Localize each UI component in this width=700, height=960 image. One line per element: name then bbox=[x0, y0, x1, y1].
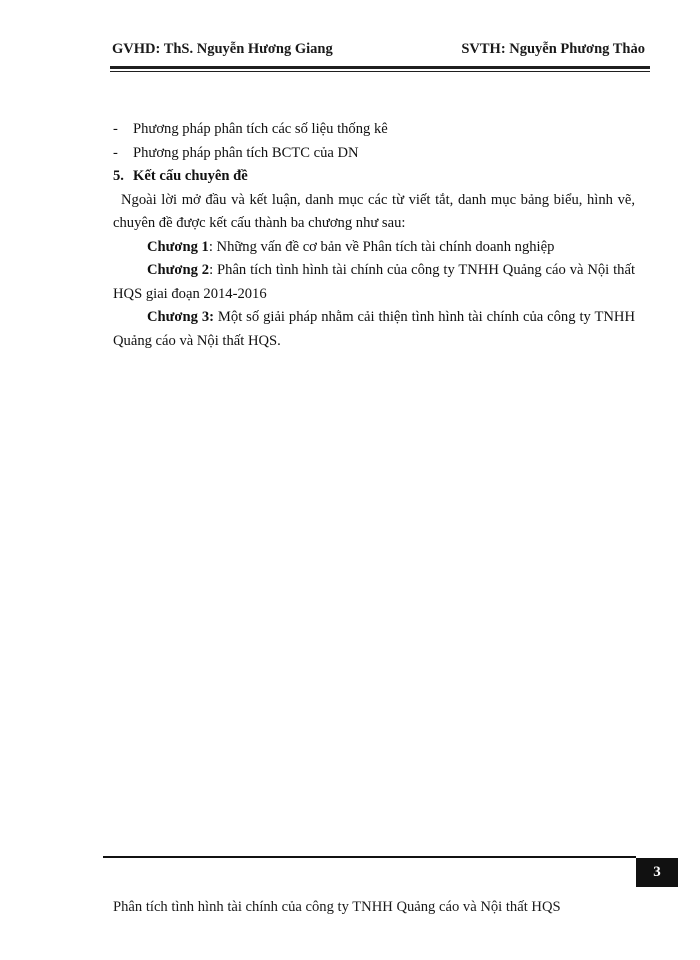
header-rule bbox=[110, 66, 650, 69]
section-heading bbox=[113, 165, 635, 189]
header-advisor: GVHD: ThS. Nguyễn Hương Giang bbox=[112, 41, 333, 57]
chapter-label: Chương 2 bbox=[147, 262, 210, 278]
document-body bbox=[113, 118, 635, 353]
footer-rule bbox=[103, 856, 636, 858]
list-item-text: Phương pháp phân tích BCTC của DN bbox=[133, 144, 359, 161]
bullet-dash: - bbox=[113, 121, 118, 137]
list-item bbox=[113, 142, 635, 166]
page-header bbox=[112, 41, 645, 58]
page-number: 3 bbox=[636, 858, 678, 887]
chapter-text: : Những vấn đề cơ bản về Phân tích tài chính doanh nghiệp bbox=[208, 238, 555, 255]
chapter-label: Chương 1 bbox=[147, 238, 209, 255]
header-rule-thin bbox=[110, 71, 650, 72]
chapter-paragraph bbox=[113, 236, 635, 260]
chapter-text: : Phân tích tình hình tài chính của công ty TNHH Quảng cáo và Nội thất HQS giai đoạn 2014-2016 bbox=[113, 262, 635, 302]
chapter-label: Chương 3: bbox=[147, 309, 214, 325]
chapter-text: Một số giải pháp nhằm cải thiện tình hình tài chính của công ty TNHH Quảng cáo và Nội thất HQS. bbox=[113, 309, 635, 349]
section-number: 5. bbox=[113, 168, 124, 184]
chapter-paragraph bbox=[113, 306, 635, 353]
bullet-dash: - bbox=[113, 144, 118, 161]
header-student: SVTH: Nguyễn Phương Thảo bbox=[461, 41, 645, 57]
intro-paragraph: Ngoài lời mở đầu và kết luận, danh mục các từ viết tắt, danh mục bảng biểu, hình vẽ, chuyên đề được kết cấu thành ba chương như sau: bbox=[113, 191, 635, 231]
section-title: Kết cấu chuyên đề bbox=[133, 168, 248, 184]
list-item bbox=[113, 118, 635, 142]
footer-title: Phân tích tình hình tài chính của công ty TNHH Quảng cáo và Nội thất HQS bbox=[113, 899, 561, 915]
chapter-paragraph bbox=[113, 259, 635, 306]
list-item-text: Phương pháp phân tích các số liệu thống kê bbox=[133, 121, 388, 137]
